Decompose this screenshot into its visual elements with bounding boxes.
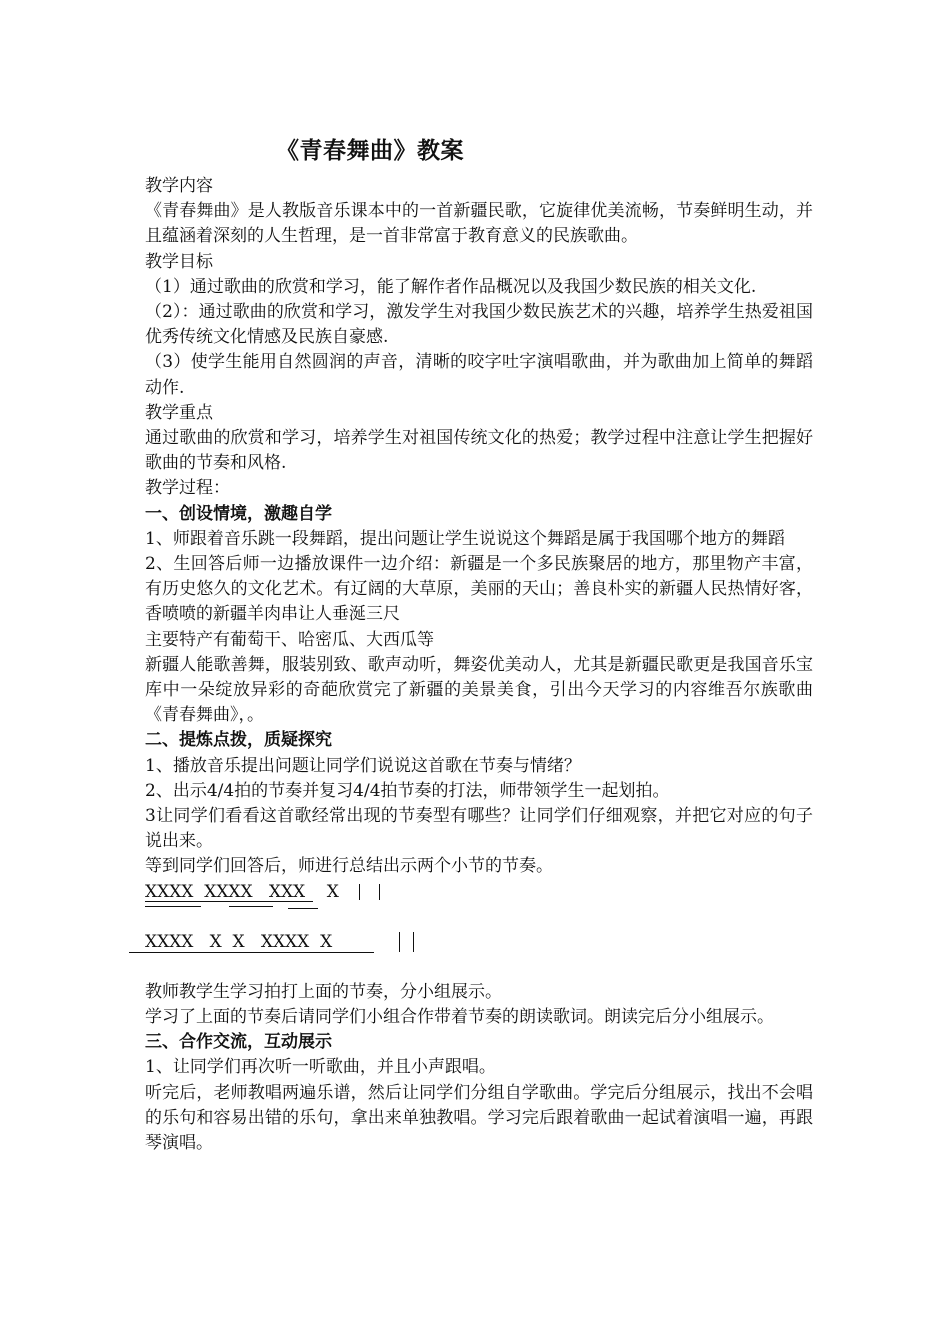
content-text: 《青春舞曲》是人教版音乐课本中的一首新疆民歌，它旋律优美流畅，节奏鲜明生动，并且蕴涵着深刻的人生哲理，是一首非常富于教育意义的民族歌曲。 bbox=[145, 201, 813, 247]
goal-3: （3）使学生能用自然圆润的声音，清晰的咬字吐字演唱歌曲，并为歌曲加上简单的舞蹈动作. bbox=[145, 352, 813, 398]
part2-paragraph-2: 2、出示4/4拍的节奏并复习4/4拍节奏的打法，师带领学生一起划拍。 bbox=[145, 780, 670, 801]
part1-heading: 一、创设情境，激趣自学 bbox=[145, 503, 332, 524]
rhythm-measure-2 bbox=[145, 930, 813, 980]
part1-paragraph-3: 主要特产有葡萄干、哈密瓜、大西瓜等 bbox=[145, 629, 434, 650]
rhythm-measure-1 bbox=[145, 880, 813, 930]
goals-heading: 教学目标 bbox=[145, 251, 213, 272]
part2-paragraph-1: 1、播放音乐提出问题让同学们说说这首歌在节奏与情绪？ bbox=[145, 755, 581, 776]
rhythm-barline bbox=[399, 932, 400, 952]
part2-paragraph-6: 学习了上面的节奏后请同学们小组合作带着节奏的朗读歌词。朗读完后分小组展示。 bbox=[145, 1006, 774, 1027]
goal-2: （2）：通过歌曲的欣赏和学习，激发学生对我国少数民族艺术的兴趣，培养学生热爱祖国优秀传统文化情感及民族自豪感. bbox=[145, 302, 813, 348]
part2-paragraph-5: 教师教学生学习拍打上面的节奏，分小组展示。 bbox=[145, 981, 502, 1002]
part1-paragraph-2: 2、生回答后师一边播放课件一边介绍：新疆是一个多民族聚居的地方，那里物产丰富，有历史悠久的文化艺术。有辽阔的大草原，美丽的天山；善良朴实的新疆人民热情好客，香喷喷的新疆羊肉串让人垂涎三尺 bbox=[145, 554, 813, 625]
rhythm-barline bbox=[359, 884, 360, 900]
content-heading: 教学内容 bbox=[145, 176, 213, 196]
rhythm-underline bbox=[145, 901, 313, 902]
goal-1: （1）通过歌曲的欣赏和学习，能了解作者作品概况以及我国少数民族的相关文化. bbox=[145, 276, 757, 297]
rhythm-underline bbox=[129, 952, 374, 953]
rhythm-notes-1: XXXX XXXX XXX X bbox=[145, 881, 339, 902]
part3-paragraph-2: 听完后，老师教唱两遍乐谱，然后让同学们分组自学歌曲。学完后分组展示，找出不会唱的乐句和容易出错的乐句，拿出来单独教唱。学习完后跟着歌曲一起试着演唱一遍，再跟琴演唱。 bbox=[145, 1082, 813, 1153]
document-title: 《青春舞曲》教案 bbox=[276, 137, 464, 164]
rhythm-underline bbox=[145, 906, 201, 907]
rhythm-underline bbox=[229, 906, 273, 907]
key-text: 通过歌曲的欣赏和学习，培养学生对祖国传统文化的热爱；教学过程中注意让学生把握好歌曲的节奏和风格. bbox=[145, 428, 813, 474]
part3-heading: 三、合作交流，互动展示 bbox=[145, 1032, 332, 1053]
document-body bbox=[145, 174, 813, 1156]
part2-paragraph-4: 等到同学们回答后，师进行总结出示两个小节的节奏。 bbox=[145, 856, 553, 877]
rhythm-underline bbox=[288, 908, 318, 909]
key-heading: 教学重点 bbox=[145, 402, 213, 423]
rhythm-notes-2: XXXX X X XXXX X bbox=[145, 931, 333, 952]
rhythm-barline bbox=[413, 932, 414, 952]
process-heading: 教学过程： bbox=[145, 478, 230, 499]
part1-paragraph-4: 新疆人能歌善舞，服装别致、歌声动听，舞姿优美动人，尤其是新疆民歌更是我国音乐宝库中一朵绽放异彩的奇葩欣赏完了新疆的美景美食，引出今天学习的内容维吾尔族歌曲《青春舞曲》，。 bbox=[145, 654, 813, 726]
part1-paragraph-1: 1、师跟着音乐跳一段舞蹈，提出问题让学生说说这个舞蹈是属于我国哪个地方的舞蹈 bbox=[145, 528, 785, 549]
rhythm-barline bbox=[379, 884, 380, 900]
part2-heading: 二、提炼点拨，质疑探究 bbox=[145, 730, 332, 751]
part3-paragraph-1: 1、让同学们再次听一听歌曲，并且小声跟唱。 bbox=[145, 1057, 496, 1078]
part2-paragraph-3: 3让同学们看看这首歌经常出现的节奏型有哪些？让同学们仔细观察，并把它对应的句子说出来。 bbox=[145, 806, 813, 852]
